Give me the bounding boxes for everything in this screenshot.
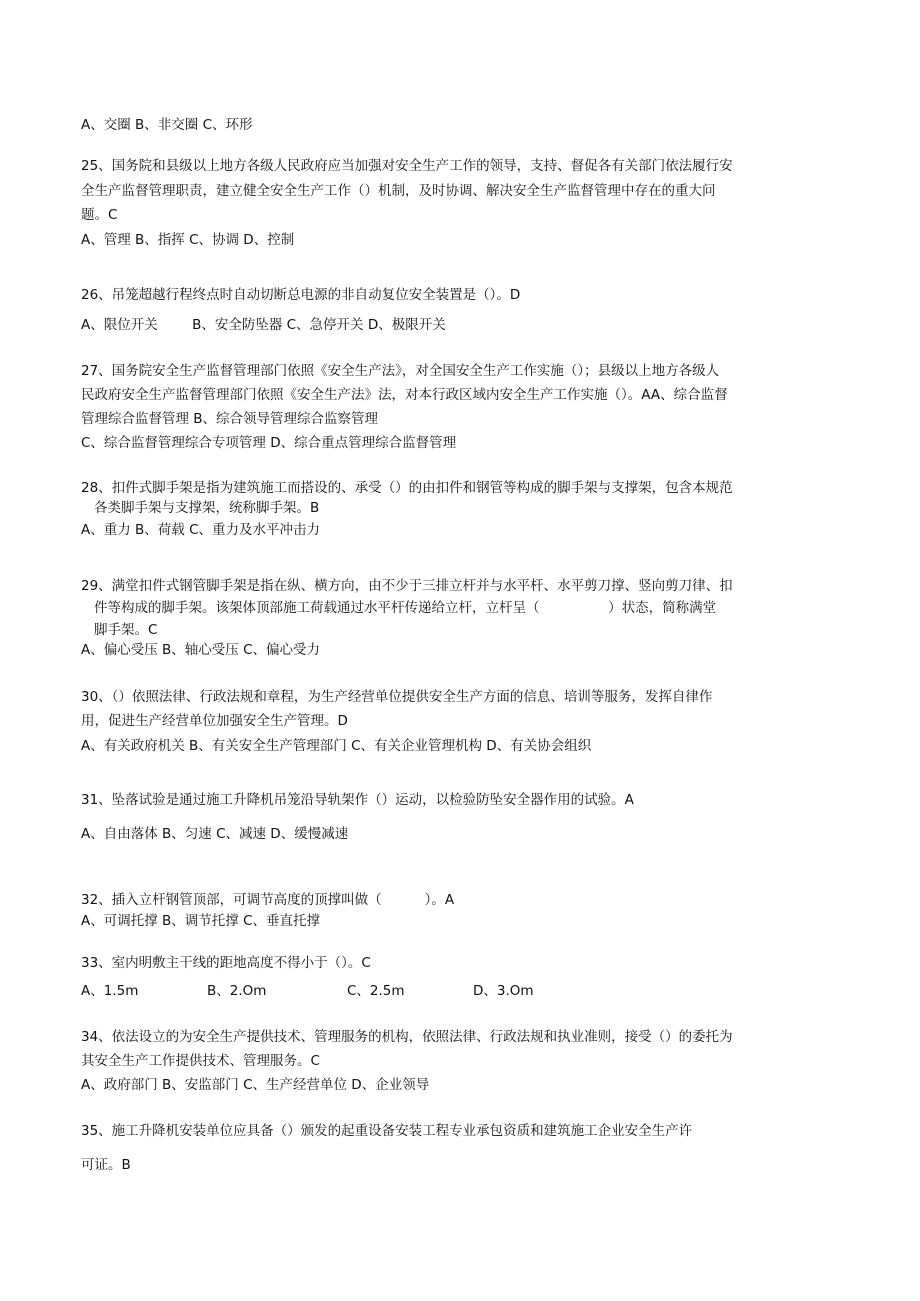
q33-option-d: D、3.Om [473, 983, 534, 999]
q29-text-line2: 件等构成的脚手架。该架体顶部施工荷载通过水平杆传递给立杆，立杆呈（ ）状态，简称满堂 [94, 600, 717, 616]
q27-options: C、综合监督管理综合专项管理 D、综合重点管理综合监督管理 [81, 435, 457, 451]
q32-text: 32、插入立杆钢管顶部，可调节高度的顶撑叫做（ ）。A [81, 892, 455, 908]
q34-text-line2: 其安全生产工作提供技术、管理服务。C [81, 1053, 320, 1069]
q34-options: A、政府部门 B、安监部门 C、生产经营单位 D、企业领导 [81, 1077, 430, 1093]
q30-text-line2: 用，促进生产经营单位加强安全生产管理。D [81, 713, 348, 729]
q26-options: A、限位开关 B、安全防坠器 C、急停开关 D、极限开关 [81, 317, 446, 333]
q31-options: A、自由落体 B、匀速 C、减速 D、缓慢减速 [81, 826, 349, 842]
q25-text-line1: 25、国务院和县级以上地方各级人民政府应当加强对安全生产工作的领导，支持、督促各有关部门依法履行安 [81, 158, 733, 174]
q27-text-line1: 27、国务院安全生产监督管理部门依照《安全生产法》，对全国安全生产工作实施（）；县级以上地方各级人 [81, 363, 720, 379]
q27-text-line3: 管理综合监督管理 B、综合领导管理综合监察管理 [81, 411, 379, 427]
q33-text: 33、室内明敷主干线的距地高度不得小于（）。C [81, 955, 371, 971]
q26-text: 26、吊笼超越行程终点时自动切断总电源的非自动复位安全装置是（）。D [81, 287, 521, 303]
q30-options: A、有关政府机关 B、有关安全生产管理部门 C、有关企业管理机构 D、有关协会组织 [81, 738, 592, 754]
q32-options: A、可调托撑 B、调节托撑 C、垂直托撑 [81, 913, 321, 929]
q30-text-line1: 30、（）依照法律、行政法规和章程，为生产经营单位提供安全生产方面的信息、培训等服务，发挥自律作 [81, 689, 713, 705]
q28-text-line1: 28、扣件式脚手架是指为建筑施工而搭设的、承受（）的由扣件和钢管等构成的脚手架与支撑架，包含本规范 [81, 480, 733, 496]
q29-text-line1: 29、满堂扣件式钢管脚手架是指在纵、横方向，由不少于三排立杆并与水平杆、水平剪刀撑、竖向剪刀律、扣 [81, 578, 733, 594]
q27-text-line2: 民政府安全生产监督管理部门依照《安全生产法》法，对本行政区域内安全生产工作实施（）。AA、综合监督 [81, 387, 728, 403]
q24-options: A、交圈 B、非交圈 C、环形 [81, 117, 253, 133]
q25-text-line2: 全生产监督管理职责，建立健全安全生产工作（）机制，及时协调、解决安全生产监督管理中存在的重大问 [81, 183, 716, 199]
q28-options: A、重力 B、荷载 C、重力及水平冲击力 [81, 522, 321, 538]
q35-text-line1: 35、施工升降机安装单位应具备（）颁发的起重设备安装工程专业承包资质和建筑施工企业安全生产许 [81, 1123, 693, 1139]
q34-text-line1: 34、依法设立的为安全生产提供技术、管理服务的机构，依照法律、行政法规和执业准则，接受（）的委托为 [81, 1029, 733, 1045]
q33-option-c: C、2.5m [347, 983, 405, 999]
q33-option-a: A、1.5m [81, 983, 139, 999]
q29-text-line3: 脚手架。C [94, 622, 158, 638]
q28-text-line2: 各类脚手架与支撑架，统称脚手架。B [94, 500, 320, 516]
q25-text-line3: 题。C [81, 207, 118, 223]
q29-options: A、偏心受压 B、轴心受压 C、偏心受力 [81, 642, 321, 658]
q25-options: A、管理 B、指挥 C、协调 D、控制 [81, 232, 295, 248]
q33-option-b: B、2.Om [207, 983, 267, 999]
q31-text: 31、坠落试验是通过施工升降机吊笼沿导轨架作（）运动，以检验防坠安全器作用的试验。A [81, 792, 634, 808]
q35-text-line2: 可证。B [81, 1157, 131, 1173]
